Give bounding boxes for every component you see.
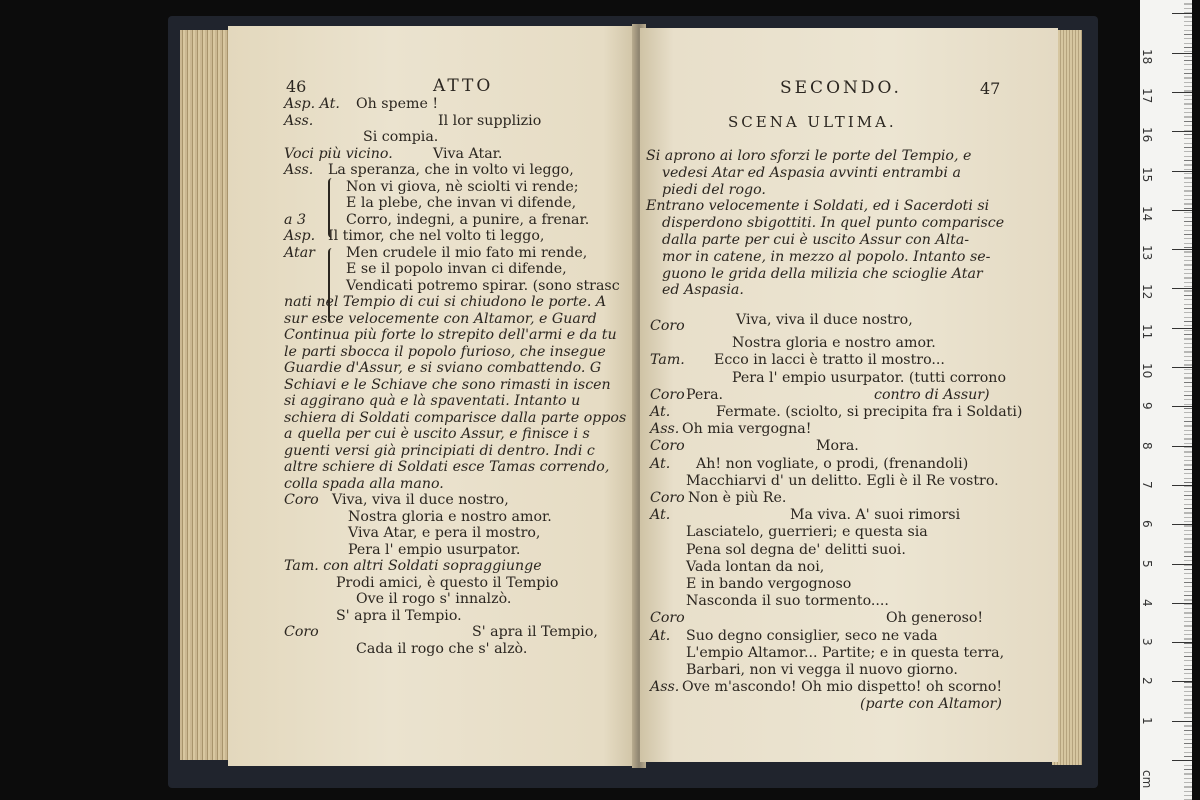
ruler-number: 5 <box>1140 559 1154 568</box>
ruler-tick <box>1172 328 1192 329</box>
ruler-number: 1 <box>1140 716 1154 725</box>
verse-line: Pera l' empio usurpator. <box>348 541 521 558</box>
verse-line: Oh generoso! <box>886 610 984 627</box>
stage-direction-line: Continua più forte lo strepito dell'armi e da tu <box>284 327 617 343</box>
stage-direction-line: Schiavi e le Schiave che sono rimasti in iscen <box>284 376 611 393</box>
stage-direction-line: sur esce velocemente con Altamor, e Guard <box>284 310 597 327</box>
stage-direction-line: si aggirano quà e là spaventati. Intanto u <box>284 393 581 409</box>
ruler-number: 6 <box>1140 520 1154 528</box>
speaker-label: Tam. <box>650 352 685 369</box>
verse-line: Corro, indegni, a punire, a frenar. <box>346 211 590 228</box>
verse-line: Viva Atar. <box>433 145 503 162</box>
right-page <box>640 28 1058 762</box>
verse-line: Ma viva. A' suoi rimorsi <box>790 507 961 524</box>
stage-direction-line: mor in catene, in mezzo al popolo. Intanto se- <box>662 248 991 265</box>
ruler-number: 4 <box>1140 598 1154 607</box>
verse-line: Non è più Re. <box>688 490 787 506</box>
page-number: 47 <box>980 79 1001 98</box>
ruler-tick <box>1172 760 1192 761</box>
stage-direction-line: disperdono sbigottiti. In quel punto comparisce <box>662 215 1005 232</box>
verse-line: Suo degno consiglier, seco ne vada <box>686 627 938 644</box>
speaker-label: Voci più vicino. <box>284 145 393 162</box>
ruler-tick <box>1172 131 1192 132</box>
verse-line: Nostra gloria e nostro amor. <box>348 508 552 525</box>
verse-line: E in bando vergognoso <box>686 576 852 592</box>
verse-line: Nasconda il suo tormento.... <box>686 593 889 610</box>
stage-direction-line: (parte con Altamor) <box>860 696 1002 713</box>
stage-direction-line: Guardie d'Assur, e si sviano combattendo. G <box>284 360 602 376</box>
verse-line: Ecco in lacci è tratto il mostro... <box>714 352 945 369</box>
brace <box>328 178 336 238</box>
ruler-tick <box>1172 524 1192 525</box>
speaker-label: Asp. <box>284 228 316 244</box>
ruler-number: 12 <box>1140 284 1154 300</box>
verse-line: E se il popolo invan ci difende, <box>346 261 567 277</box>
speaker-label: Coro <box>284 492 319 508</box>
speaker-label: Coro <box>650 318 685 334</box>
stage-direction-line: contro di Assur) <box>874 386 990 403</box>
speaker-label: Coro <box>650 610 685 627</box>
verse-line: Ah! non vogliate, o prodi, (frenandoli) <box>696 455 969 472</box>
speaker-label: Coro <box>650 490 685 506</box>
stage-direction-line: vedesi Atar ed Aspasia avvinti entrambi a <box>662 164 961 181</box>
ruler-number: 9 <box>1140 402 1154 410</box>
stage-direction-line: guono le grida della milizia che scioglie Atar <box>662 265 983 282</box>
stage-direction-line: piedi del rogo. <box>662 181 766 198</box>
verse-line: Vada lontan da noi, <box>686 558 825 575</box>
speaker-label: At. <box>650 404 671 420</box>
stage-direction-line: nati nel Tempio di cui si chiudono le porte. A <box>284 294 607 310</box>
ruler-number: 7 <box>1140 480 1154 489</box>
ruler-number: 8 <box>1140 441 1154 450</box>
ruler-tick <box>1172 171 1192 172</box>
ruler-tick <box>1172 603 1192 604</box>
verse-line: Pera l' empio usurpator. (tutti corrono <box>732 369 1006 386</box>
verse-line: Vendicati potremo spirar. (sono strasc <box>346 277 620 294</box>
ruler-number: 18 <box>1140 48 1154 64</box>
verse-line: Viva, viva il duce nostro, <box>332 492 509 508</box>
brace <box>328 248 336 322</box>
stage-direction-line: le parti sbocca il popolo furioso, che insegue <box>284 343 606 360</box>
running-head: SECONDO. <box>780 78 902 98</box>
ruler-number: 14 <box>1140 205 1154 222</box>
verse-line: Nostra gloria e nostro amor. <box>732 335 936 352</box>
verse-line: Ove m'ascondo! Oh mio dispetto! oh scorno! <box>682 679 1003 696</box>
ruler-tick <box>1172 721 1192 722</box>
verse-line: Barbari, non vi vegga il nuovo giorno. <box>686 662 958 678</box>
ruler-tick <box>1172 367 1192 368</box>
ruler-unit-label: cm <box>1140 770 1154 789</box>
speaker-label: Coro <box>284 624 319 640</box>
speaker-label: Coro <box>650 386 685 403</box>
stage-direction-line: colla spada alla mano. <box>284 475 444 492</box>
measurement-ruler <box>1140 0 1192 800</box>
speaker-label: Tam. con altri Soldati sopraggiunge <box>284 558 542 574</box>
stage-direction-line: Si aprono ai loro sforzi le porte del Tempio, e <box>646 148 972 164</box>
speaker-label: At. <box>650 455 671 472</box>
ruler-number: 10 <box>1140 363 1154 379</box>
ruler-tick <box>1172 642 1192 643</box>
verse-line: Prodi amici, è questo il Tempio <box>336 574 559 591</box>
scene-title: SCENA ULTIMA. <box>728 113 897 131</box>
stage-direction-line: Entrano velocemente i Soldati, ed i Sacerdoti si <box>646 198 990 215</box>
ruler-tick <box>1172 13 1192 14</box>
verse-line: Oh mia vergogna! <box>682 421 812 438</box>
ruler-number: 13 <box>1140 245 1154 261</box>
left-page <box>228 26 636 766</box>
verse-line: Pena sol degna de' delitti suoi. <box>686 541 906 558</box>
ruler-tick <box>1172 406 1192 407</box>
verse-line: Macchiarvi d' un delitto. Egli è il Re vostro. <box>686 472 999 489</box>
stage-direction-line: guenti versi già principiati di dentro. Indi c <box>284 442 595 459</box>
stage-direction-line: altre schiere di Soldati esce Tamas correndo, <box>284 459 610 475</box>
verse-line: Il lor supplizio <box>438 112 542 129</box>
verse-line: Cada il rogo che s' alzò. <box>356 640 528 657</box>
verse-line: L'empio Altamor... Partite; e in questa terra, <box>686 644 1005 661</box>
speaker-label: Ass. <box>284 162 314 178</box>
ruler-number: 3 <box>1140 638 1154 646</box>
speaker-label: Ass. <box>284 112 314 129</box>
verse-line: Pera. <box>686 386 724 403</box>
ruler-number: 11 <box>1140 323 1154 339</box>
verse-line: Mora. <box>816 438 859 455</box>
speaker-label: Ass. <box>650 421 680 438</box>
verse-line: S' apra il Tempio. <box>336 607 462 624</box>
stage-direction-line: dalla parte per cui è uscito Assur con Alta- <box>662 232 970 248</box>
verse-line: Ove il rogo s' innalzò. <box>356 591 512 607</box>
stage-direction-line: ed Aspasia. <box>662 282 744 299</box>
verse-line: Si compia. <box>363 129 439 145</box>
verse-line: La speranza, che in volto vi leggo, <box>328 162 574 178</box>
ruler-tick <box>1172 564 1192 565</box>
verse-line: E la plebe, che invan vi difende, <box>346 195 577 211</box>
verse-line: Men crudele il mio fato mi rende, <box>346 244 588 261</box>
ruler-tick <box>1172 53 1192 54</box>
ruler-number: 17 <box>1140 87 1154 104</box>
speaker-label: Atar <box>284 244 315 261</box>
ruler-tick <box>1172 249 1192 250</box>
page-number: 46 <box>286 77 307 96</box>
verse-line: Fermate. (sciolto, si precipita fra i Soldati) <box>716 404 1023 420</box>
ruler-number: 15 <box>1140 166 1154 182</box>
ruler-tick <box>1172 446 1192 447</box>
page-edges-left <box>180 30 232 760</box>
speaker-label: At. <box>650 507 671 524</box>
ruler-tick <box>1172 485 1192 486</box>
running-head: ATTO <box>433 76 494 96</box>
ruler-number: 16 <box>1140 127 1154 143</box>
verse-line: Lasciatelo, guerrieri; e questa sia <box>686 524 928 541</box>
verse-line: Oh speme ! <box>356 96 439 112</box>
speaker-label: Ass. <box>650 679 680 696</box>
speaker-label: Asp. At. <box>284 96 340 112</box>
verse-line: Il timor, che nel volto ti leggo, <box>328 228 545 244</box>
verse-line: Non vi giova, nè sciolti vi rende; <box>346 178 579 195</box>
speaker-label: a 3 <box>284 211 306 228</box>
ruler-number: 2 <box>1140 677 1154 686</box>
stage-direction-line: schiera di Soldati comparisce dalla parte oppos <box>284 409 627 426</box>
speaker-label: At. <box>650 627 671 644</box>
verse-line: Viva Atar, e pera il mostro, <box>348 525 541 541</box>
ruler-tick <box>1172 92 1192 93</box>
verse-line: Viva, viva il duce nostro, <box>736 312 913 328</box>
ruler-tick <box>1172 288 1192 289</box>
ruler-tick <box>1172 681 1192 682</box>
stage-direction-line: a quella per cui è uscito Assur, e finisce i s <box>284 426 590 442</box>
speaker-label: Coro <box>650 438 685 455</box>
verse-line: S' apra il Tempio, <box>472 624 598 640</box>
ruler-tick <box>1172 210 1192 211</box>
